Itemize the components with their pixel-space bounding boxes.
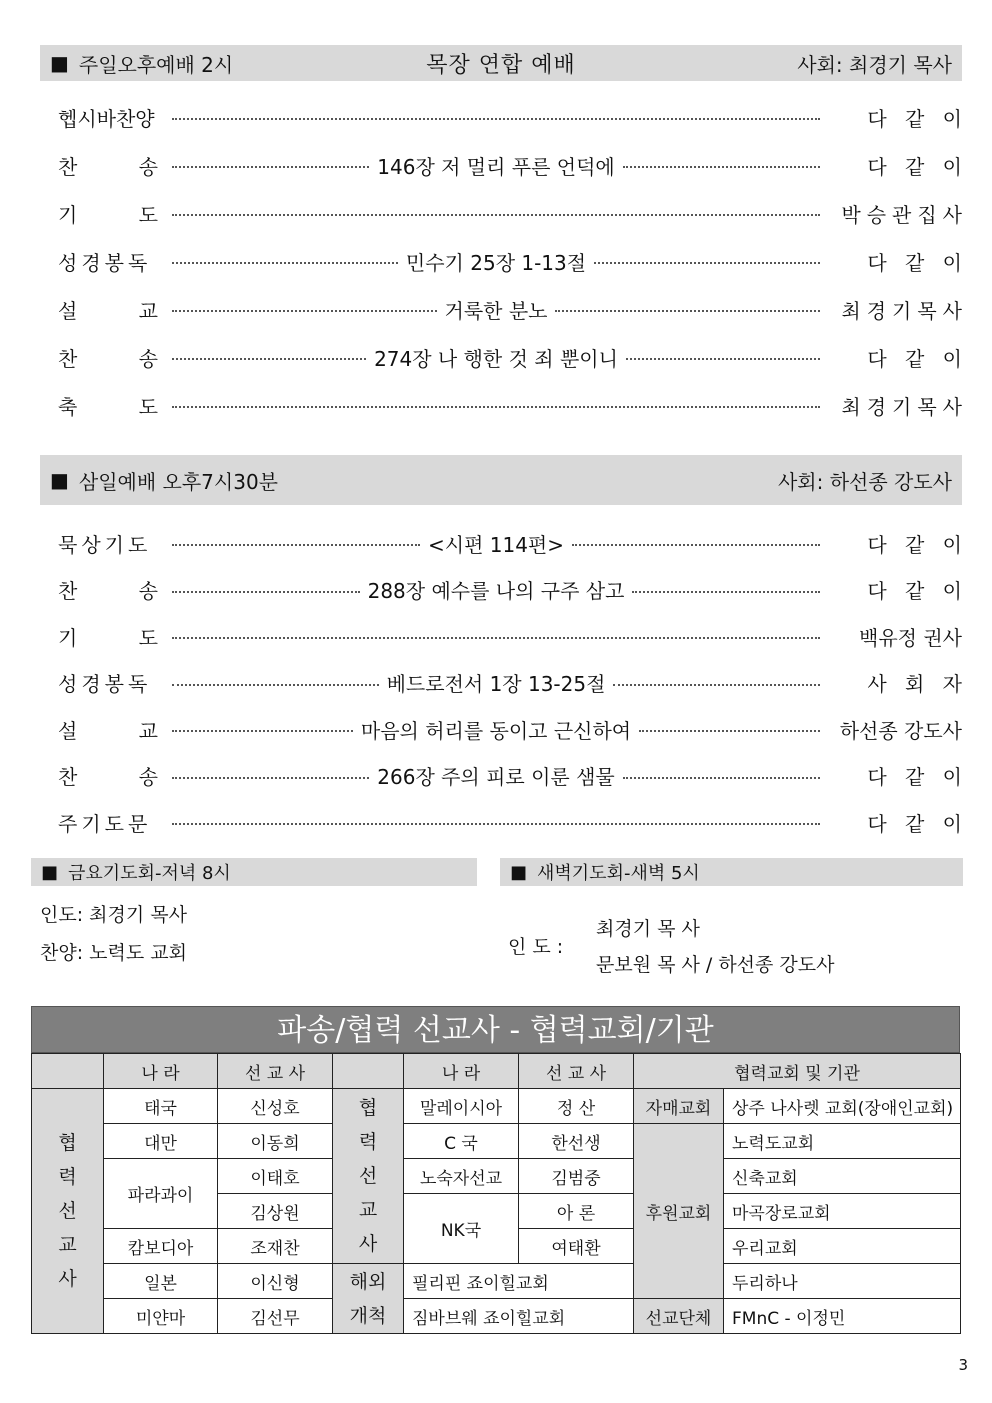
header-country-left: 나 라 [104, 1054, 218, 1089]
order-item [58, 148, 968, 182]
sunday-service-header [40, 45, 962, 81]
wednesday-service-time: 삼일예배 오후7시30분 [78, 469, 278, 494]
table-row [32, 1124, 961, 1159]
order-item-person: 다 같 이 [867, 106, 968, 131]
order-item [58, 244, 968, 278]
dotted-leader [626, 358, 820, 360]
dotted-leader [639, 730, 820, 732]
dotted-leader [172, 777, 369, 779]
support-church-label: 후원교회 [634, 1124, 724, 1299]
order-item [58, 100, 968, 134]
order-item [58, 573, 968, 607]
dotted-leader [172, 310, 437, 312]
order-item-person: 다 같 이 [867, 154, 968, 179]
dotted-leader [555, 310, 820, 312]
order-item-label-part: 찬 [58, 765, 78, 789]
friday-praise: 찬양: 노력도 교회 [40, 942, 187, 964]
order-item-label-part: 성경봉독 [58, 250, 152, 275]
order-item-person: 하선종 강도사 [839, 718, 962, 743]
order-item [58, 666, 968, 700]
order-item-label-part: 도 [138, 202, 158, 227]
dotted-leader [572, 544, 820, 546]
order-item [58, 340, 968, 374]
order-item [58, 712, 962, 746]
mission-org: FMnC - 이정민 [724, 1299, 961, 1334]
order-item-label [58, 529, 158, 558]
country-cell: 태국 [104, 1089, 218, 1124]
order-item-label [58, 761, 158, 790]
order-item-title: 마음의 허리를 동이고 근신하여 [360, 718, 632, 743]
order-item-label [58, 622, 158, 651]
missionary-cell: 김상원 [218, 1194, 333, 1229]
support-church: 마곡장로교회 [724, 1194, 961, 1229]
table-row [32, 1159, 961, 1194]
order-item-label-part: 찬 [58, 579, 78, 603]
order-item-person: 최경기목사 [841, 394, 968, 419]
order-item-label-part: 설 [58, 298, 78, 323]
sunday-service-title: 목장 연합 예배 [426, 52, 576, 78]
missions-header-row [32, 1054, 961, 1089]
header-blank [32, 1054, 104, 1089]
support-church: 노력도교회 [724, 1124, 961, 1159]
order-item-person: 백유정 권사 [859, 625, 962, 650]
country-cell: C 국 [404, 1124, 519, 1159]
order-item-person: 박승관집사 [841, 202, 968, 227]
order-item-label-part: 헵시바찬양 [58, 106, 155, 131]
missionary-cell: 신성호 [218, 1089, 333, 1124]
order-item [58, 759, 968, 793]
overseas-label: 해외 개척 [333, 1264, 404, 1334]
dotted-leader [172, 591, 360, 593]
order-item-label [58, 715, 158, 744]
missionary-cell: 한선생 [519, 1124, 634, 1159]
order-item-title: <시편 114편> [428, 532, 565, 557]
support-church: 두리하나 [724, 1264, 961, 1299]
dotted-leader [172, 262, 398, 264]
order-item-leader-line [172, 819, 820, 825]
dawn-prayer-header [500, 858, 963, 886]
dotted-leader [172, 406, 820, 408]
order-item-leader-line [172, 575, 820, 604]
order-item-leader-line [172, 761, 820, 790]
dotted-leader [594, 262, 820, 264]
order-item-label-part: 찬 [58, 346, 78, 371]
country-cell: 말레이시아 [404, 1089, 519, 1124]
dotted-leader [172, 823, 820, 825]
header-missionary-left: 선 교 사 [218, 1054, 333, 1089]
order-item-leader-line [172, 114, 820, 120]
order-item-label-part: 설 [58, 718, 78, 743]
header-partner-churches: 협력교회 및 기관 [634, 1054, 961, 1089]
order-item-label-part: 도 [138, 625, 158, 650]
dotted-leader [172, 684, 379, 686]
country-cell: 일본 [104, 1264, 218, 1299]
order-item-label [58, 668, 158, 697]
order-item [58, 619, 962, 653]
order-item-label-part: 도 [138, 394, 158, 419]
country-cell: 캄보디아 [104, 1229, 218, 1264]
overseas-church: 짐바브웨 죠이힐교회 [404, 1299, 634, 1334]
country-cell: 파라과이 [104, 1159, 218, 1229]
overseas-church: 필리핀 죠이힐교회 [404, 1264, 634, 1299]
dotted-leader [172, 544, 420, 546]
missionary-cell: 여태환 [519, 1229, 634, 1264]
missions-title: 파송/협력 선교사 - 협력교회/기관 [31, 1006, 960, 1053]
order-item-person: 다 같 이 [867, 811, 968, 836]
order-item-label-part: 송 [138, 765, 158, 789]
order-item-person: 다 같 이 [867, 250, 968, 275]
order-item-label [58, 575, 158, 604]
order-item-label-part: 교 [138, 298, 158, 323]
dotted-leader [172, 166, 369, 168]
page-number: 3 [958, 1356, 968, 1374]
missionary-cell: 이태호 [218, 1159, 333, 1194]
order-item-label [58, 103, 158, 132]
order-item [58, 526, 968, 560]
order-item [58, 388, 968, 422]
left-group-label: 협 력 선 교 사 [32, 1089, 104, 1334]
order-item-leader-line [172, 633, 820, 639]
support-church: 우리교회 [724, 1229, 961, 1264]
square-bullet-icon: ■ [50, 468, 69, 492]
order-item-leader-line [172, 715, 820, 744]
order-item-label [58, 247, 158, 276]
country-cell: 미얀마 [104, 1299, 218, 1334]
order-item-person: 다 같 이 [867, 579, 968, 603]
table-row [32, 1299, 961, 1334]
order-item-label-part: 성경봉독 [58, 672, 152, 696]
friday-prayer-header [31, 858, 477, 886]
order-item-title: 민수기 25장 1-13절 [405, 250, 587, 275]
missions-table [31, 1053, 961, 1334]
order-item-title: 288장 예수를 나의 구주 삼고 [367, 579, 625, 603]
missionary-cell: 이신형 [218, 1264, 333, 1299]
support-church: 신축교회 [724, 1159, 961, 1194]
square-bullet-icon: ■ [50, 51, 69, 75]
dotted-leader [172, 118, 820, 120]
sister-church-label: 자매교회 [634, 1089, 724, 1124]
order-item-person: 다 같 이 [867, 765, 968, 789]
dotted-leader [623, 166, 820, 168]
country-cell: 노숙자선교 [404, 1159, 519, 1194]
friday-leader: 인도: 최경기 목사 [40, 904, 187, 926]
missionary-cell: 김선무 [218, 1299, 333, 1334]
order-item-person: 다 같 이 [867, 346, 968, 371]
missionary-cell: 이동희 [218, 1124, 333, 1159]
order-item-label [58, 151, 158, 180]
dawn-leader-line1: 최경기 목 사 [596, 918, 700, 940]
order-item-label [58, 295, 158, 324]
order-item-label-part: 송 [138, 154, 158, 179]
dotted-leader [632, 591, 820, 593]
country-cell: NK국 [404, 1194, 519, 1264]
order-item-label [58, 199, 158, 228]
order-item-leader-line [172, 151, 820, 180]
order-item-title: 266장 주의 피로 이룬 샘물 [377, 765, 615, 789]
header-blank-mid [333, 1054, 404, 1089]
order-item-title: 베드로전서 1장 13-25절 [386, 672, 606, 696]
order-item-label-part: 찬 [58, 154, 78, 179]
order-item-leader-line [172, 529, 820, 558]
order-item-person: 최경기목사 [841, 298, 968, 323]
country-cell: 대만 [104, 1124, 218, 1159]
middle-group-label: 협 력 선 교 사 [333, 1089, 404, 1264]
order-item-leader-line [172, 210, 820, 216]
order-item-person: 다 같 이 [867, 532, 968, 557]
table-row [32, 1089, 961, 1124]
order-item-label [58, 343, 158, 372]
order-item-label [58, 808, 158, 837]
order-item [58, 805, 968, 839]
order-item-label-part: 교 [138, 718, 158, 743]
order-item-label-part: 축 [58, 394, 78, 419]
order-item-label-part: 기 [58, 202, 78, 227]
wednesday-service-header [40, 455, 962, 505]
order-item-label-part: 묵상기도 [58, 532, 152, 557]
square-bullet-icon: ■ [510, 861, 528, 883]
missionary-cell: 정 산 [519, 1089, 634, 1124]
wednesday-service-host: 사회: 하선종 강도사 [777, 469, 952, 494]
dawn-prayer-title: 새벽기도회-새벽 5시 [537, 863, 700, 884]
order-item [58, 196, 968, 230]
sunday-service-time: 주일오후예배 2시 [78, 52, 234, 77]
missionary-cell: 아 론 [519, 1194, 634, 1229]
order-item-title: 146장 저 멀리 푸른 언덕에 [377, 154, 615, 179]
order-item-label-part: 송 [138, 579, 158, 603]
order-item-label-part: 주기도문 [58, 811, 152, 836]
dotted-leader [613, 684, 820, 686]
order-item-person: 사 회 자 [867, 672, 968, 696]
order-item-title: 거룩한 분노 [444, 298, 548, 323]
order-item-title: 274장 나 행한 것 죄 뿐이니 [374, 346, 618, 371]
header-missionary-mid: 선 교 사 [519, 1054, 634, 1089]
dawn-leader-label: 인 도 : [508, 936, 564, 958]
order-item-leader-line [172, 402, 820, 408]
order-item-leader-line [172, 247, 820, 276]
table-row [32, 1264, 961, 1299]
order-item-label-part: 기 [58, 625, 78, 650]
sister-church: 상주 나사렛 교회(장애인교회) [724, 1089, 961, 1124]
dotted-leader [172, 637, 820, 639]
dawn-leader-line2: 문보원 목 사 / 하선종 강도사 [596, 954, 835, 976]
order-item [58, 292, 968, 326]
mission-org-label: 선교단체 [634, 1299, 724, 1334]
header-country-mid: 나 라 [404, 1054, 519, 1089]
sunday-service-host: 사회: 최경기 목사 [797, 52, 952, 77]
order-item-leader-line [172, 668, 820, 697]
missionary-cell: 김범중 [519, 1159, 634, 1194]
friday-prayer-title: 금요기도회-저녁 8시 [68, 863, 231, 884]
order-item-leader-line [172, 295, 820, 324]
order-item-leader-line [172, 343, 820, 372]
order-item-label-part: 송 [138, 346, 158, 371]
dotted-leader [172, 730, 353, 732]
order-item-label [58, 391, 158, 420]
dotted-leader [172, 358, 366, 360]
square-bullet-icon: ■ [41, 861, 59, 883]
dotted-leader [172, 214, 820, 216]
dotted-leader [623, 777, 820, 779]
missionary-cell: 조재찬 [218, 1229, 333, 1264]
